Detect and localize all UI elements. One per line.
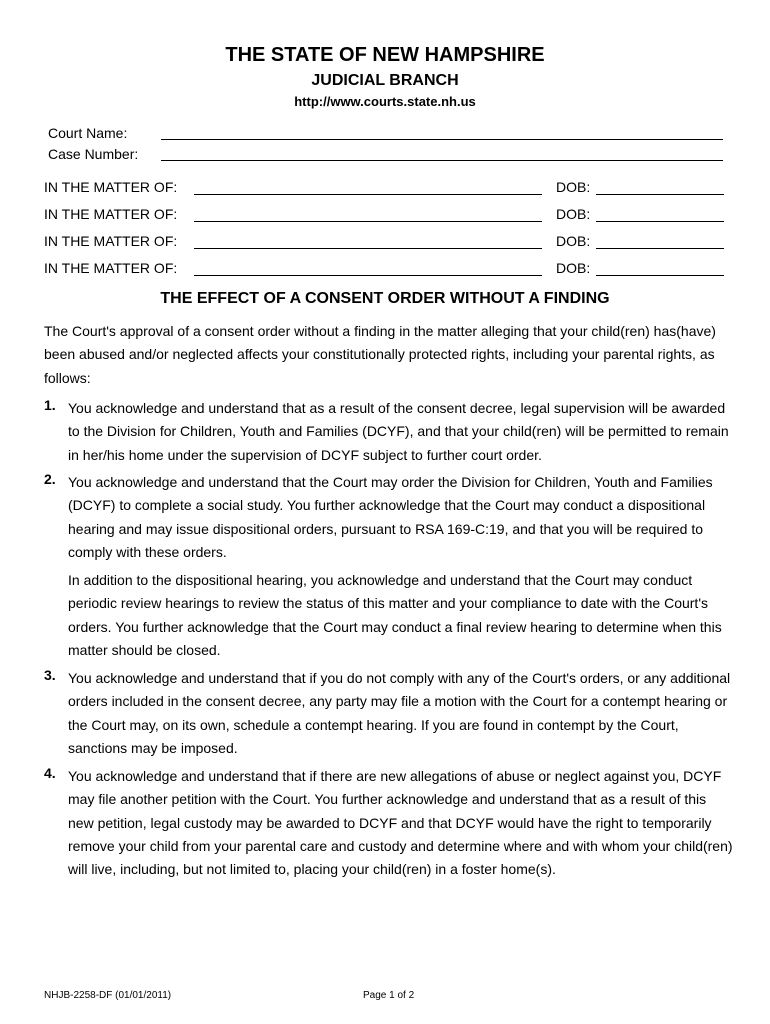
dob-label-3: DOB:	[556, 233, 591, 249]
item-3-text: You acknowledge and understand that if you do not comply with any of the Court's orders, or any additional orders included in the consent decree, any party may file a motion with the Court for a contempt hearing or the Court may, on its own, schedule a contempt hearing. If you are found in contempt by the Court, sanctions may be imposed.	[68, 670, 731, 756]
intro-paragraph: The Court's approval of a consent order without a finding in the matter alleging that your child(ren) has(have) been abused and/or neglected affects your constitutionally protected rights, including your parental rights, as follows:	[44, 323, 716, 386]
matter-label-4: IN THE MATTER OF:	[44, 260, 178, 276]
item-4-text: You acknowledge and understand that if there are new allegations of abuse or neglect against you, DCYF may file another petition with the Court. You further acknowledge and understand that as a result of this new petition, legal custody may be awarded to DCYF and that DCYF would have the right to temporarily remove your child from your parental care and custody and determine where and with whom your child(ren) will live, including, but not limited to, placing your child(ren) in a foster home(s).	[68, 768, 733, 878]
matter-label-3: IN THE MATTER OF:	[44, 233, 178, 249]
item-3-number: 3.	[44, 667, 56, 683]
document-title: THE EFFECT OF A CONSENT ORDER WITHOUT A FINDING	[160, 290, 610, 307]
item-1-text: You acknowledge and understand that as a result of the consent decree, legal supervision will be awarded to the Division for Children, Youth and Families (DCYF), and that your child(ren) will be permitted to remain in her/his home under the supervision of DCYF subject to further court order.	[68, 400, 729, 463]
court-name-label: Court Name:	[48, 125, 128, 141]
state-title: THE STATE OF NEW HAMPSHIRE	[225, 44, 545, 66]
court-url[interactable]: http://www.courts.state.nh.us	[294, 94, 476, 109]
item-2-extra-text: In addition to the dispositional hearing, you acknowledge and understand that the Court may conduct periodic review hearings to review the status of this matter and your compliance to date with the Court's orders. You further acknowledge that the Court may conduct a final review hearing to determine when this matter should be closed.	[68, 572, 722, 658]
dob-field-4[interactable]	[596, 275, 724, 276]
dob-label-1: DOB:	[556, 179, 591, 195]
dob-field-1[interactable]	[596, 194, 724, 195]
item-2-text: You acknowledge and understand that the Court may order the Division for Children, Youth and Families (DCYF) to complete a social study. You further acknowledge that the Court may conduct a dispositional hearing and may issue dispositional orders, pursuant to RSA 169-C:19, and that you will be required to comply with these orders.	[68, 474, 713, 560]
dob-label-2: DOB:	[556, 206, 591, 222]
court-name-field[interactable]	[161, 139, 723, 140]
matter-label-2: IN THE MATTER OF:	[44, 206, 178, 222]
matter-field-3[interactable]	[194, 248, 542, 249]
case-number-field[interactable]	[161, 160, 723, 161]
item-2-number: 2.	[44, 471, 56, 487]
page-number: Page 1 of 2	[363, 990, 415, 1001]
form-id: NHJB-2258-DF (01/01/2011)	[44, 990, 172, 1001]
dob-field-3[interactable]	[596, 248, 724, 249]
item-4-number: 4.	[44, 765, 56, 781]
item-1-number: 1.	[44, 397, 56, 413]
dob-field-2[interactable]	[596, 221, 724, 222]
case-number-label: Case Number:	[48, 146, 139, 162]
matter-field-1[interactable]	[194, 194, 542, 195]
branch-title: JUDICIAL BRANCH	[311, 72, 459, 89]
matter-field-2[interactable]	[194, 221, 542, 222]
matter-field-4[interactable]	[194, 275, 542, 276]
dob-label-4: DOB:	[556, 260, 591, 276]
matter-label-1: IN THE MATTER OF:	[44, 179, 178, 195]
